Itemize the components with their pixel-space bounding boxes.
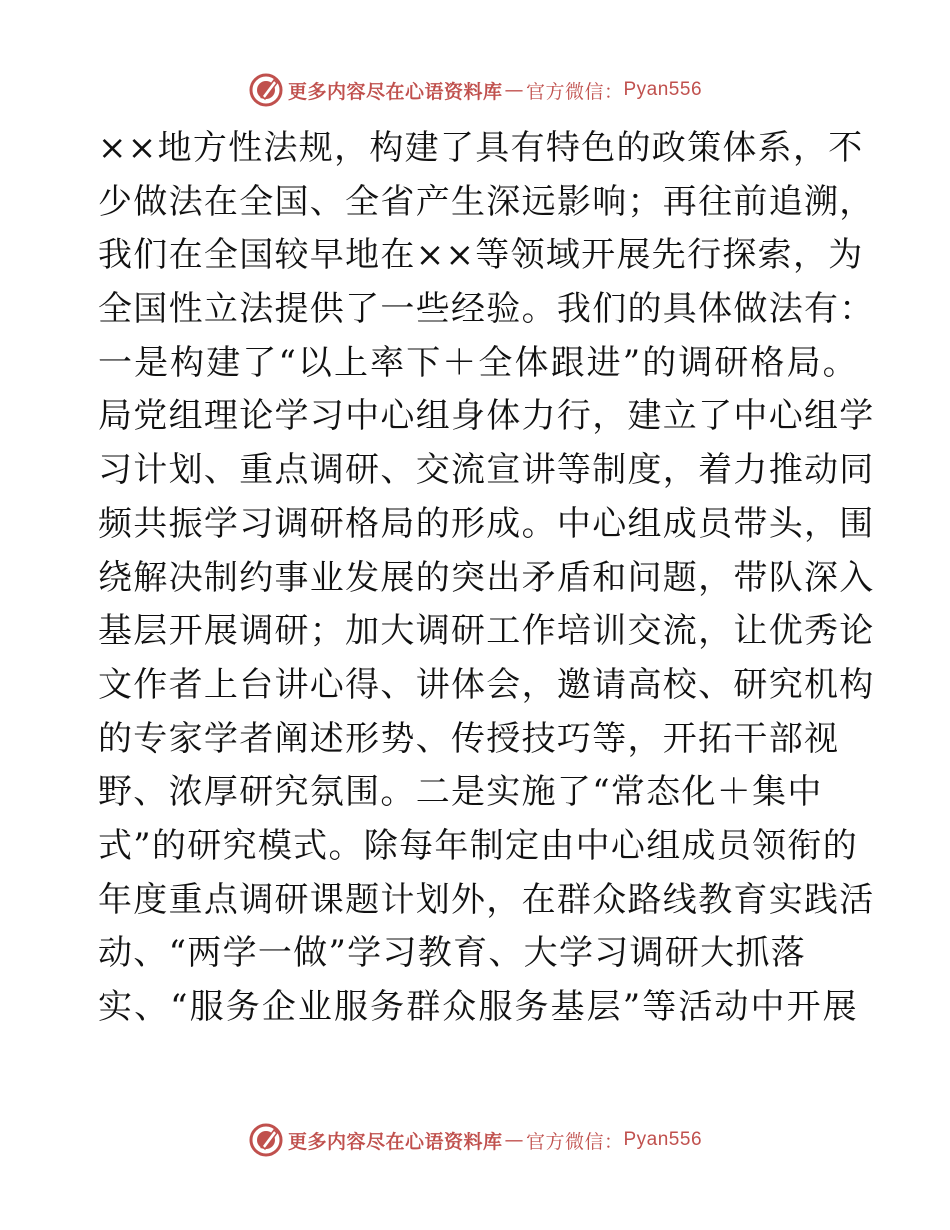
pen-seal-icon bbox=[248, 1122, 284, 1158]
document-body bbox=[98, 122, 875, 1035]
body-line: 绕解决制约事业发展的突出矛盾和问题，带队深入 bbox=[98, 557, 875, 598]
body-line: 频共振学习调研格局的形成。中心组成员带头，围 bbox=[98, 503, 875, 544]
banner-wechat-handle: Pyan556 bbox=[623, 1129, 703, 1150]
body-line: 动、“两学一做”学习教育、大学习调研大抓落 bbox=[98, 933, 807, 974]
header-watermark-banner bbox=[0, 70, 950, 110]
banner-wechat-handle: Pyan556 bbox=[623, 79, 703, 100]
banner-brand-text: 更多内容尽在心语资料库 bbox=[287, 1130, 503, 1153]
body-line: 局党组理论学习中心组身体力行，建立了中心组学 bbox=[98, 396, 875, 437]
banner-separator: — bbox=[504, 1129, 524, 1151]
banner-brand-text: 更多内容尽在心语资料库 bbox=[287, 80, 503, 103]
body-line: 式”的研究模式。除每年制定由中心组成员领衔的 bbox=[98, 825, 858, 866]
body-line: 少做法在全国、全省产生深远影响；再往前追溯， bbox=[98, 181, 875, 222]
body-line: 实、“服务企业服务群众服务基层”等活动中开展 bbox=[98, 987, 858, 1027]
banner-separator: — bbox=[504, 79, 524, 101]
body-line: 年度重点调研课题计划外，在群众路线教育实践活 bbox=[98, 879, 875, 920]
body-line: ××地方性法规，构建了具有特色的政策体系，不 bbox=[98, 128, 864, 168]
body-line: 的专家学者阐述形势、传授技巧等，开拓干部视 bbox=[98, 718, 840, 759]
pen-seal-icon bbox=[248, 72, 284, 108]
banner-wechat-label: 官方微信： bbox=[525, 1130, 624, 1153]
body-line: 全国性立法提供了一些经验。我们的具体做法有： bbox=[98, 289, 875, 330]
body-line: 我们在全国较早地在××等领域开展先行探索，为 bbox=[98, 235, 864, 276]
body-line: 文作者上台讲心得、讲体会，邀请高校、研究机构 bbox=[98, 664, 875, 705]
body-line: 基层开展调研；加大调研工作培训交流，让优秀论 bbox=[98, 611, 875, 652]
body-line: 习计划、重点调研、交流宣讲等制度，着力推动同 bbox=[98, 450, 875, 491]
footer-watermark-banner bbox=[0, 1120, 950, 1160]
banner-wechat-label: 官方微信： bbox=[525, 80, 624, 103]
body-line: 一是构建了“以上率下＋全体跟进”的调研格局。 bbox=[98, 342, 858, 383]
body-line: 野、浓厚研究氛围。二是实施了“常态化＋集中 bbox=[98, 772, 823, 813]
